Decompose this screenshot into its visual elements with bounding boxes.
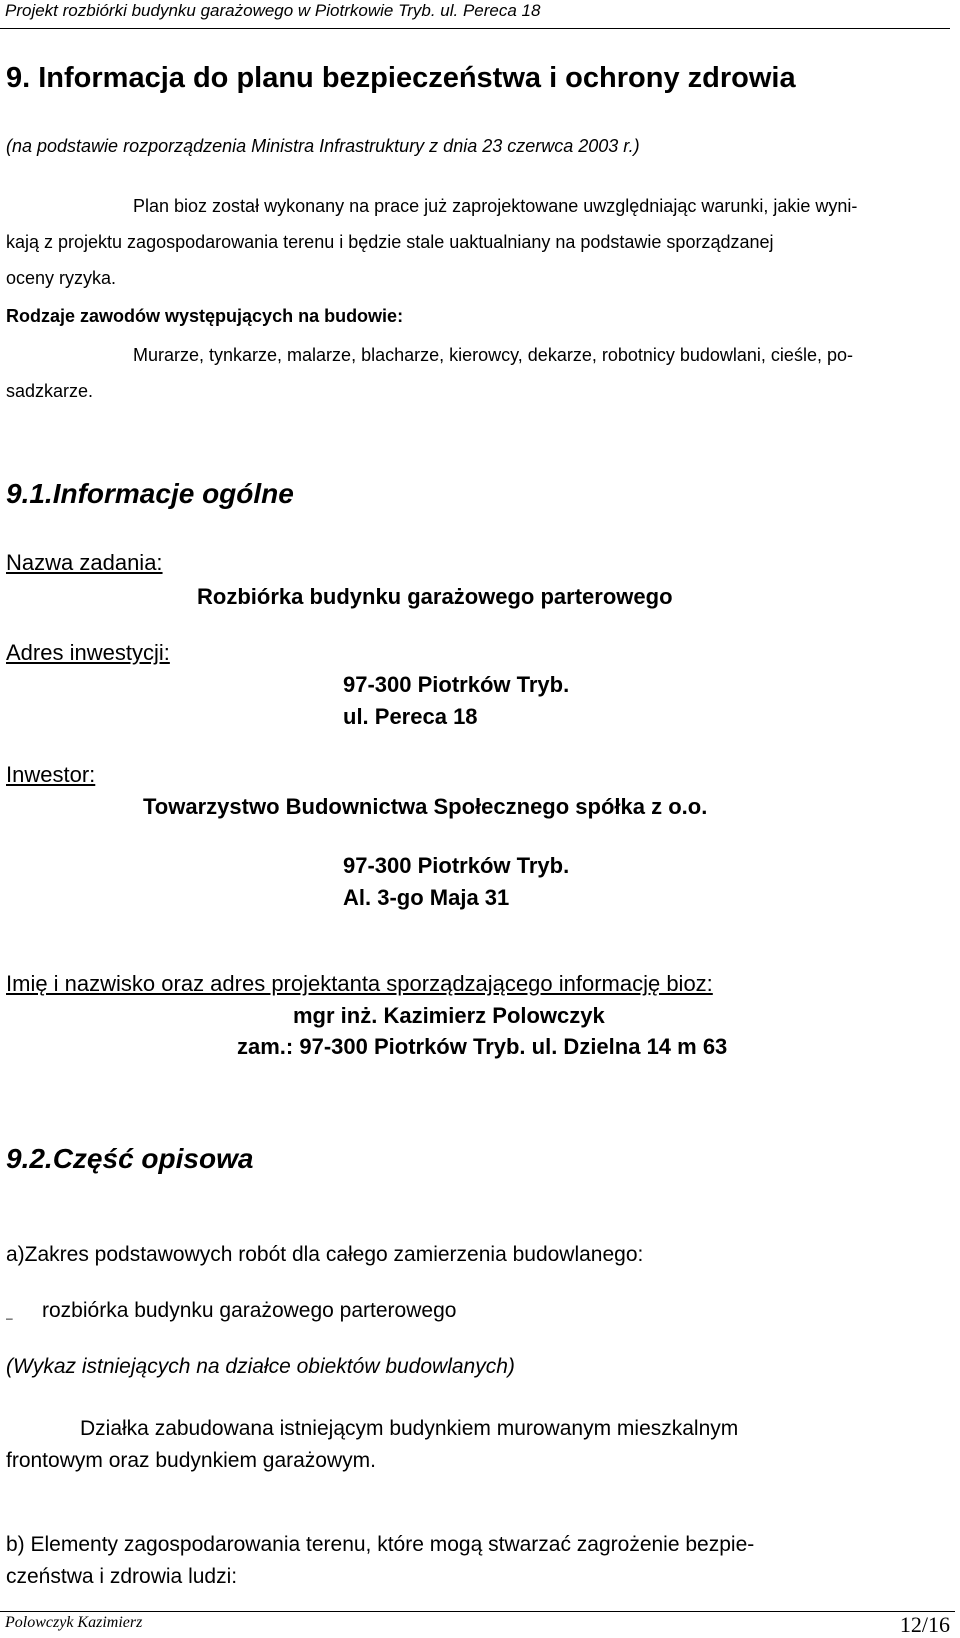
investor-label: Inwestor: <box>6 762 96 787</box>
investor-line1: 97-300 Piotrków Tryb. <box>343 853 570 878</box>
section-9-subtitle: (na podstawie rozporządzenia Ministra Infrastruktury z dnia 23 czerwca 2003 r.) <box>6 136 640 156</box>
designer-address: zam.: 97-300 Piotrków Tryb. ul. Dzielna 14 m 63 <box>237 1034 728 1059</box>
task-value: Rozbiórka budynku garażowego parterowego <box>197 584 673 609</box>
existing-line2: frontowym oraz budynkiem garażowym. <box>6 1449 376 1472</box>
para1-line1: Plan bioz został wykonany na prace już zaprojektowane uwzględniając warunki, jakie wyni- <box>133 196 858 216</box>
task-label: Nazwa zadania: <box>6 550 163 575</box>
section-9-2-title: 9.2.Część opisowa <box>6 1143 254 1174</box>
footer-author: Polowczyk Kazimierz <box>5 1614 143 1631</box>
footer-page-number: 12/16 <box>899 1612 950 1637</box>
section-9-title: 9. Informacja do planu bezpieczeństwa i ochrony zdrowia <box>6 62 796 94</box>
trades-heading: Rodzaje zawodów występujących na budowie: <box>6 306 404 326</box>
page-header <box>0 0 950 29</box>
address-label: Adres inwestycji: <box>6 640 170 665</box>
header-text: Projekt rozbiórki budynku garażowego w Piotrkowie Tryb. ul. Pereca 18 <box>5 1 541 20</box>
scope-bullet: – <box>6 1311 13 1325</box>
investor-name: Towarzystwo Budownictwa Społecznego spółka z o.o. <box>143 794 708 819</box>
address-line1: 97-300 Piotrków Tryb. <box>343 672 570 697</box>
investor-line2: Al. 3-go Maja 31 <box>343 885 510 910</box>
section-9-1-title: 9.1.Informacje ogólne <box>6 478 294 509</box>
hazards-line2: czeństwa i zdrowia ludzi: <box>6 1565 238 1588</box>
trades-line1: Murarze, tynkarze, malarze, blacharze, kierowcy, dekarze, robotnicy budowlani, cieśle, po- <box>133 345 853 365</box>
para1-line3: oceny ryzyka. <box>6 268 117 288</box>
address-line2: ul. Pereca 18 <box>343 704 478 729</box>
scope-heading: a)Zakres podstawowych robót dla całego zamierzenia budowlanego: <box>6 1243 644 1266</box>
trades-line2: sadzkarze. <box>6 381 94 401</box>
para1-line2: kają z projektu zagospodarowania terenu i będzie stale uaktualniany na podstawie sporządzanej <box>6 232 774 252</box>
designer-name: mgr inż. Kazimierz Polowczyk <box>293 1003 605 1028</box>
scope-item: rozbiórka budynku garażowego parterowego <box>42 1299 457 1322</box>
hazards-line1: b) Elementy zagospodarowania terenu, które mogą stwarzać zagrożenie bezpie- <box>6 1533 755 1556</box>
existing-line1: Działka zabudowana istniejącym budynkiem murowanym mieszkalnym <box>80 1417 739 1440</box>
designer-label: Imię i nazwisko oraz adres projektanta sporządzającego informację bioz: <box>6 971 713 996</box>
footer-rule <box>0 1611 955 1612</box>
existing-heading: (Wykaz istniejących na działce obiektów budowlanych) <box>6 1355 515 1378</box>
